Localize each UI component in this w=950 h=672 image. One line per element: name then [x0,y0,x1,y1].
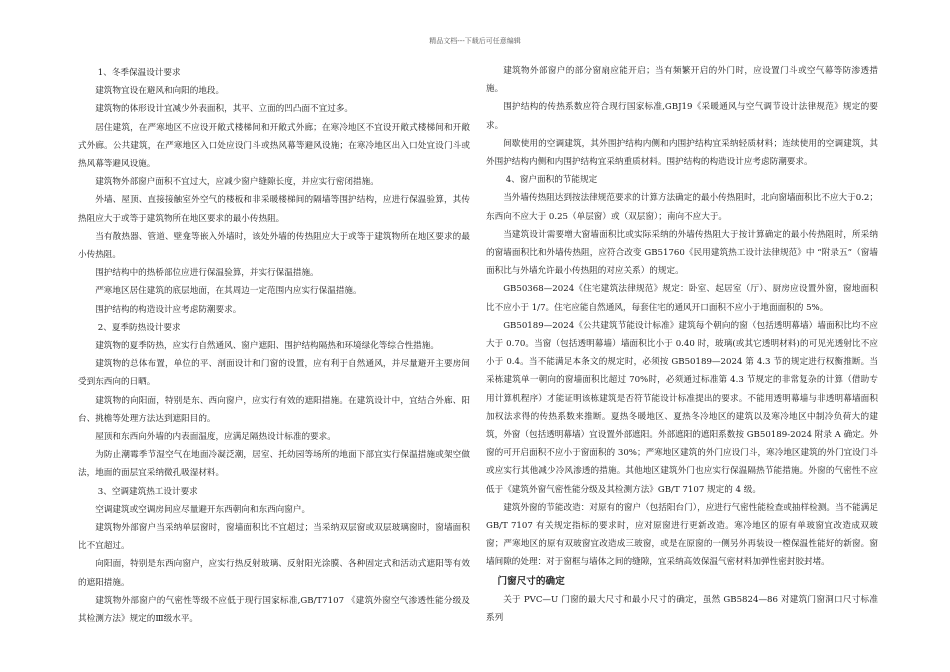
left-paragraph: 向阳面，特别是东西向窗户，应实行热反射玻璃、反射阳光涂膜、各种固定式和活动式遮阳等有效的遮阳措施。 [78,559,470,588]
left-paragraph: 建筑物的向阳面，特别是东、西向窗户，应实行有效的遮阳措施。在建筑设计中，宜结合外廊、阳台、挑檐等处理方法达到遮阳目的。 [78,395,470,424]
right-paragraph: 建筑外窗的节能改造：对原有的窗户（包括阳台门），应进行气密性能检查或抽样检测。当不能满足 GB/T 7107 有关规定指标的要求时，应对原窗进行更新改造。寒冷地区的原有单玻窗宜改造成双玻窗；严寒地区的原有双玻窗宜改造成三玻窗，或是在原窗的一侧另外再装设一樘保温性能好的新窗。窗墙间隙的处理：对于窗框与墙体之间的缝隙，宜采纳高效保温气密材料加弹性密封胶封堵。 [486,502,878,568]
right-paragraph: 当外墙传热阻达到按法律规范要求的计算方法确定的最小传热阻时，北向窗墙面积比不应大于0.2；东西向不应大于 0.25（单层窗）或（双层窗）；南向不应大于。 [486,193,878,222]
left-paragraph: 建筑物宜设在避风和向阳的地段。 [95,86,225,97]
left-paragraph: 建筑物的总体布置，单位的平、剖面设计和门窗的设置，应有利于自然通风，并尽量避开主要房间受到东西向的日晒。 [78,359,470,388]
left-paragraph: 当有散热器、管道、壁龛等嵌入外墙时，该处外墙的传热阻应大于或等于建筑物所在地区要求的最小传热阻。 [78,231,470,261]
left-paragraph: 空调建筑或空调房间应尽量避开东西朝向和东西向窗户。 [95,504,311,515]
right-paragraph: 围护结构的传热系数应符合现行国家标准,GBJ19《采暖通风与空气调节设计法律规范》规定的要求。 [486,102,878,131]
left-heading: 3、空调建筑热工设计要求 [97,486,198,497]
right-heading: 4、窗户面积的节能规定 [505,175,598,186]
left-paragraph: 建筑物的夏季防热，应实行自然通风、窗户遮阳、围护结构隔热和环境绿化等综合性措施。 [95,341,439,352]
left-paragraph: 外墙、屋顶、直接接触室外空气的楼板和非采暖楼梯间的隔墙等围护结构，应进行保温验算，其传热阻应大于或等于建筑物所在地区要求的最小传热阻。 [78,195,470,224]
left-paragraph: 居住建筑，在严寒地区不应设开敞式楼梯间和开敞式外廊；在寒冷地区不宜设开敞式楼梯间和开敞式外廊。公共建筑，在严寒地区入口处应设门斗或热风幕等避风设施；在寒冷地区出入口处宜设门斗或热风幕等避风设施。 [78,122,470,170]
left-paragraph: 严寒地区居住建筑的底层地面，在其周边一定范围内应实行保温措施。 [95,286,362,297]
left-column [78,64,470,628]
right-paragraph: 间歇使用的空调建筑，其外围护结构内侧和内围护结构宜采纳轻质材料；连续使用的空调建筑，其外围护结构内侧和内围护结构宜采纳重质材料。围护结构的构造设计应考虑防潮要求。 [486,138,878,168]
left-paragraph: 建筑物外部窗户的气密性等级不应低于现行国家标准,GB/T7107 《建筑外窗空气渗透性能分级及其检测方法》规定的Ⅲ级水平。 [78,595,470,625]
left-paragraph: 建筑物的体形设计宜减少外表面积，其平、立面的凹凸面不宜过多。 [95,104,354,115]
right-paragraph: 关于 PVC—U 门窗的最大尺寸和最小尺寸的确定，虽然 GB5824—86 对建筑门窗洞口尺寸标准系列 [486,594,878,624]
right-paragraph: 建筑物外部窗户的部分窗扇应能开启；当有频繁开启的外门时，应设置门斗或空气幕等防渗透措施。 [486,66,878,95]
left-heading: 1、冬季保温设计要求 [97,68,181,78]
right-heading: 门窗尺寸的确定 [497,575,565,587]
left-paragraph: 建筑物外部窗户当采纳单层窗时，窗墙面积比不宜超过；当采纳双层窗或双层玻璃窗时，窗墙面积比不宜超过。 [78,523,470,552]
left-paragraph: 围护结构的构造设计应考虑防潮要求。 [95,304,242,315]
page-header: 精品文档---下载后可任意编辑 [429,37,521,45]
left-paragraph: 屋顶和东西向外墙的内表面温度，应满足隔热设计标准的要求。 [95,432,336,443]
left-paragraph: 为防止潮霉季节湿空气在地面冷凝泛潮，居室、托幼园等场所的地面下部宜实行保温措施或架空做法，地面的面层宜采纳微孔吸湿材料。 [78,450,470,479]
right-column [486,62,878,627]
right-paragraph: GB50368—2024《住宅建筑法律规范》规定：卧室、起居室（厅）、厨房应设置外窗，窗地面积比不应小于 1/7。住宅应能自然通风，每套住宅的通风开口面积不应小于地面面积的 5%。 [486,284,878,313]
right-paragraph: 当建筑设计需要增大窗墙面积比或实际采纳的外墙传热阻大于按计算确定的最小传热阻时，所采纳的窗墙面积比和外墙传热阻，应符合改变 GB51760《民用建筑热工设计法律规范》中 “附录五”（窗墙面积比与外墙允许最小传热阻的对应关系）的规定。 [486,229,878,277]
left-paragraph: 围护结构中的热桥部位应进行保温验算，并实行保温措施。 [95,268,319,279]
right-paragraph: GB50189—2024《公共建筑节能设计标准》建筑每个朝向的窗（包括透明幕墙）墙面积比均不应大于 0.70。当窗（包括透明幕墙）墙面积比小于 0.40 时，玻璃(或其它透明材料)的可见光透射比不应小于 0.4。当不能满足本条文的规定时，必须按 GB50189—2024 第 4.3 节的规定进行权衡推断。当采栋建筑单一朝向的窗墙面积比超过 70%时，必须通过标准第 4.3 节规定的非常复杂的计算（借助专用计算机程序）才能证明该栋建筑是否符节能设计标准提出的要求。不能用透明幕墙与非透明幕墙面积加权法求得的传热系数来推断。夏热冬暖地区、夏热冬冷地区的建筑以及寒冷地区中制冷负荷大的建筑，外窗（包括透明幕墙）宜设置外部遮阳。外部遮阳的遮阳系数按 GB50189-2024 附录 A 确定。外窗的可开启面积不应小于窗面积的 30%；严寒地区建筑的外门应设门斗，寒冷地区建筑的外门宜设门斗或应实行其他减少冷风渗透的措施。其他地区建筑外门也应实行保温隔热节能措施。外窗的气密性不应低于《建筑外窗气密性能分级及其检测方法》GB/T 7107 规定的 4 级。 [486,320,878,495]
left-paragraph: 建筑物外部窗户面积不宜过大，应减少窗户缝隙长度，并应实行密闭措施。 [95,177,379,188]
left-heading: 2、夏季防热设计要求 [97,322,181,333]
